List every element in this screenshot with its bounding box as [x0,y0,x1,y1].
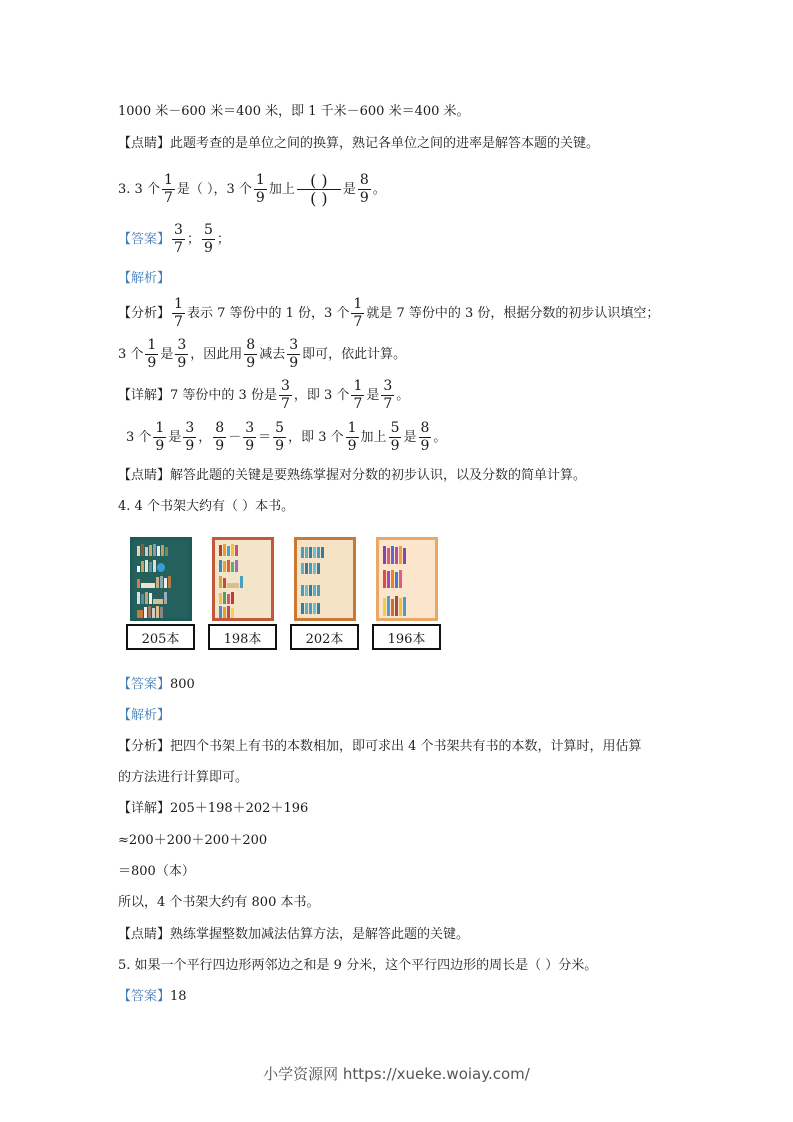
fraction: $\frac{1}{7}$ [353,378,363,412]
q3-xiangjie-line2: 3 个 $\frac{1}{9}$ 是 $\frac{3}{9}$ ， $\frac{8}{9}$ － $\frac{3}{9}$ ＝ $\frac{5}{9}$ ，即 3 个 $\frac{1}{9}$ 加上 $\frac{5}{9}$ 是 $\frac{8}{9}$ 。 [126,420,447,454]
q3-xiangjie: 【详解】7 等份中的 3 份是 $\frac{3}{7}$ ，即 3 个 $\frac{1}{7}$ 是 $\frac{3}{7}$ 。 [118,378,410,412]
fraction: $\frac{1}{7}$ [163,172,173,206]
calc-line: 1000 米－600 米＝400 米，即 1 千米－600 米＝400 米。 [118,104,470,119]
q4-fenxi: 【分析】把四个书架上有书的本数相加，即可求出 4 个书架共有书的本数，计算时，用估算 [118,739,642,754]
blank-fraction: $\frac{( )}{( )}$ [297,172,341,207]
q3-text: 加上 [268,182,295,197]
dianjing-tag: 【点睛】 [118,927,171,942]
bookshelf-icon [376,537,438,621]
fraction: $\frac{3}{7}$ [383,378,393,412]
fenxi-tag: 【分析】 [118,306,171,321]
q4-dianjing: 【点睛】熟练掌握整数加减法估算方法，是解答此题的关键。 [118,927,470,942]
bookshelf-3 [289,537,360,650]
fraction: $\frac{5}{9}$ [275,420,285,454]
fraction: $\frac{1}{7}$ [174,296,183,330]
fraction: $\frac{3}{9}$ [289,337,299,371]
bookshelf-1 [125,537,196,650]
book-count-label: 202本 [290,624,359,650]
dianjing-tag: 【点睛】 [118,136,171,151]
q4-xiangjie-l2: ≈200＋200＋200＋200 [118,833,268,848]
q4-xiangjie: 【详解】205＋198＋202＋196 [118,801,309,816]
q3-fenxi: 【分析】 $\frac{1}{7}$ 表示 7 等份中的 1 份，3 个 $\frac{1}{7}$ 就是 7 等份中的 3 份，根据分数的初步认识填空； [118,296,660,330]
fraction: $\frac{1}{9}$ [347,420,357,454]
fraction: $\frac{8}{9}$ [215,420,225,454]
sep: ； [216,232,230,247]
q3-end: 。 [372,182,386,197]
book-count-label: 196本 [372,624,441,650]
answer-value: 800 [170,677,195,692]
fraction: $\frac{1}{9}$ [147,337,157,371]
q3-text: 是 [342,182,356,197]
fraction: $\frac{5}{9}$ [203,222,213,256]
jiexi-tag: 【解析】 [118,708,171,723]
fraction: $\frac{1}{7}$ [353,296,363,330]
q4-xiangjie-l4: 所以，4 个书架大约有 800 本书。 [118,895,320,910]
book-count-label: 198本 [208,624,277,650]
question-3 [118,170,386,210]
bookshelf-2 [207,537,278,650]
site-footer: 小学资源网 https://xueke.woiay.com/ [263,1065,530,1083]
question-5: 5. 如果一个平行四边形两邻边之和是 9 分米，这个平行四边形的周长是（ ）分米。 [118,958,598,973]
xiangjie-tag: 【详解】 [118,801,171,816]
q3-dianjing: 【点睛】解答此题的关键是要熟练掌握对分数的初步认识，以及分数的简单计算。 [118,468,587,483]
jiexi-tag: 【解析】 [118,271,171,286]
answer-tag: 【答案】 [118,232,171,247]
dianjing-tag: 【点睛】 [118,468,171,483]
dianjing-text: 此题考查的是单位之间的换算，熟记各单位之间的进率是解答本题的关键。 [170,136,600,151]
bookshelf-icon [130,537,192,621]
bookshelf-icon [212,537,274,621]
bookshelf-4 [371,537,442,650]
fraction: $\frac{8}{9}$ [246,337,256,371]
q3-text: 是（ ），3 个 [176,182,252,197]
fraction: $\frac{1}{9}$ [255,172,265,206]
answer-tag: 【答案】 [118,989,171,1004]
fraction: $\frac{3}{9}$ [177,337,187,371]
answer-value: 18 [170,989,187,1004]
book-count-label: 205本 [126,624,195,650]
bookshelf-images [125,537,442,650]
sep: ； [186,232,200,247]
xiangjie-tag: 【详解】 [118,388,171,403]
fraction: $\frac{3}{7}$ [280,378,290,412]
fraction: $\frac{3}{9}$ [185,420,195,454]
bookshelf-icon [294,537,356,621]
q4-fenxi-line2: 的方法进行计算即可。 [118,770,249,785]
q5-answer [118,988,187,1006]
fraction: $\frac{8}{9}$ [359,172,369,206]
q3-prefix: 3. 3 个 [118,182,160,197]
q3-fenxi-line2: 3 个 $\frac{1}{9}$ 是 $\frac{3}{9}$ ，因此用 $\frac{8}{9}$ 减去 $\frac{3}{9}$ 即可，依此计算。 [118,337,407,371]
q4-xiangjie-l3: ＝800（本） [118,864,195,879]
fraction: $\frac{8}{9}$ [420,420,430,454]
answer-tag: 【答案】 [118,677,171,692]
dianjing-prev [118,135,599,153]
fenxi-tag: 【分析】 [118,739,171,754]
q4-answer [118,676,195,694]
fraction: $\frac{5}{9}$ [390,420,400,454]
fraction: $\frac{1}{9}$ [155,420,165,454]
question-4: 4. 4 个书架大约有（ ）本书。 [118,499,295,514]
fraction: $\frac{3}{7}$ [174,222,183,256]
q3-answer [118,222,230,258]
fraction: $\frac{3}{9}$ [245,420,255,454]
